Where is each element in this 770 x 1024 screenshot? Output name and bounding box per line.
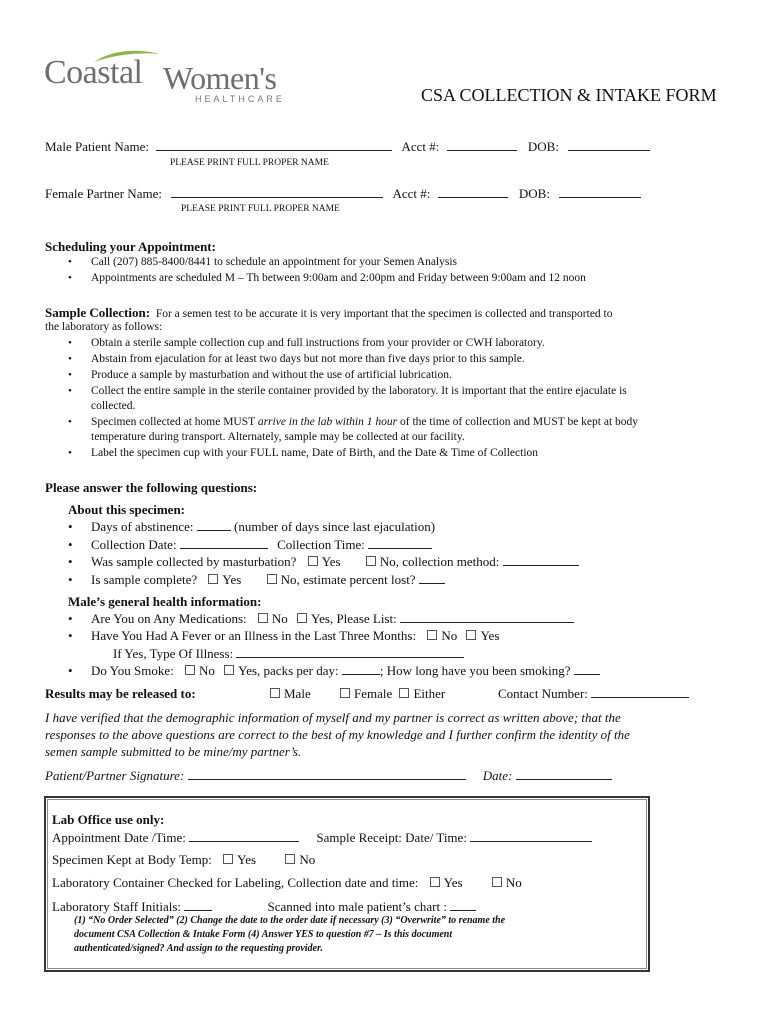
lab-container-row (52, 875, 522, 891)
smoke-yes-label: Yes, packs per day: (238, 663, 342, 678)
meds-no-label: No (271, 611, 288, 626)
lab-container-label: Laboratory Container Checked for Labeling, Collection date and time: (52, 875, 419, 890)
sample-item: Obtain a sterile sample collection cup and full instructions from your provider or CWH laboratory. (91, 337, 545, 349)
male-acct-field[interactable] (447, 139, 517, 151)
contact-label: Contact Number: (498, 686, 592, 701)
abstinence-hint: (number of days since last ejaculation) (230, 519, 436, 534)
masturbation-question: Was sample collected by masturbation? (91, 554, 297, 569)
smoke-question: Do You Smoke: (91, 663, 174, 678)
male-dob-field[interactable] (568, 139, 650, 151)
illness-type-row (113, 646, 464, 662)
scheduling-item: Call (207) 885-8400/8441 to schedule an appointment for your Semen Analysis (91, 256, 458, 268)
signature-field[interactable] (188, 768, 466, 780)
lab-container-no-label: No (505, 875, 522, 890)
lab-container-yes-label: Yes (443, 875, 463, 890)
contact-number-field[interactable] (591, 686, 689, 698)
male-acct-label: Acct #: (401, 139, 440, 154)
abstinence-label: Days of abstinence: (91, 519, 197, 534)
lab-receipt-label: Sample Receipt: Date/ Time: (316, 830, 471, 845)
sample-item: Collect the entire sample in the sterile container provided by the laboratory. It is important that the entire ejaculate is (91, 385, 627, 397)
meds-question: Are You on Any Medications: (91, 611, 247, 626)
smoke-row (91, 663, 600, 679)
collection-row (91, 537, 432, 553)
verification-text: semen sample submitted to be mine/my partner’s. (45, 744, 302, 759)
lab-container-yes-checkbox[interactable] (430, 877, 440, 887)
sample-item-home (91, 416, 638, 428)
female-acct-field[interactable] (438, 186, 508, 198)
masturbation-row (91, 554, 579, 570)
masturbation-yes-checkbox[interactable] (308, 556, 318, 566)
results-either-label: Either (413, 686, 446, 701)
fever-question: Have You Had A Fever or an Illness in the Last Three Months: (91, 628, 417, 643)
logo-healthcare: HEALTHCARE (195, 94, 285, 104)
results-male-label: Male (284, 686, 311, 701)
lab-kept-no-checkbox[interactable] (285, 854, 295, 864)
female-partner-label: Female Partner Name: (45, 186, 162, 201)
lab-receipt-field[interactable] (470, 830, 592, 842)
bullet-icon: • (68, 272, 72, 284)
bullet-icon: • (68, 628, 73, 643)
lab-note: authenticated/signed? And assign to the requesting provider. (74, 943, 323, 954)
bullet-icon: • (68, 369, 72, 381)
complete-no-checkbox[interactable] (267, 574, 277, 584)
logo-coastal: Coastal (44, 54, 143, 91)
bullet-icon: • (68, 554, 73, 569)
signature-label: Patient/Partner Signature: (45, 768, 188, 783)
sample-heading: Sample Collection: (45, 305, 151, 320)
bullet-icon: • (68, 572, 73, 587)
smoke-no-checkbox[interactable] (185, 665, 195, 675)
bullet-icon: • (68, 663, 73, 678)
health-heading: Male’s general health information: (68, 594, 262, 609)
bullet-icon: • (68, 416, 72, 428)
lab-note: (1) “No Order Selected” (2) Change the date to the order date if necessary (3) “Overwrite” to rename the (74, 915, 506, 926)
bullet-icon: • (68, 447, 72, 459)
lab-kept-label: Specimen Kept at Body Temp: (52, 852, 212, 867)
smoke-how-long-label: ; How long have you been smoking? (379, 663, 574, 678)
complete-yes-checkbox[interactable] (208, 574, 218, 584)
illness-type-label: If Yes, Type Of Illness: (113, 646, 237, 661)
bullet-icon: • (68, 519, 73, 534)
sample-item: Abstain from ejaculation for at least two days but not more than five days prior to this sample. (91, 353, 525, 365)
results-options (268, 686, 445, 702)
male-patient-label: Male Patient Name: (45, 139, 149, 154)
collection-date-label: Collection Date: (91, 537, 180, 552)
sample-intro-2: the laboratory as follows: (45, 321, 163, 333)
form-title: CSA COLLECTION & INTAKE FORM (421, 85, 717, 105)
fever-no-checkbox[interactable] (427, 630, 437, 640)
male-name-hint: PLEASE PRINT FULL PROPER NAME (170, 158, 329, 168)
male-patient-name-field[interactable] (156, 139, 392, 151)
packs-per-day-field[interactable] (342, 663, 380, 675)
scheduling-heading: Scheduling your Appointment: (45, 239, 216, 254)
abstinence-field[interactable] (197, 519, 231, 531)
lab-kept-row (52, 852, 315, 868)
signature-date-label: Date: (482, 768, 516, 783)
masturbation-no-label: No, collection method: (379, 554, 503, 569)
meds-yes-checkbox[interactable] (297, 613, 307, 623)
masturbation-no-checkbox[interactable] (366, 556, 376, 566)
female-acct-label: Acct #: (392, 186, 431, 201)
meds-yes-label: Yes, Please List: (311, 611, 400, 626)
lab-initials-field[interactable] (184, 899, 212, 911)
lab-appt-field[interactable] (189, 830, 299, 842)
fever-yes-checkbox[interactable] (466, 630, 476, 640)
lab-kept-yes-label: Yes (237, 852, 257, 867)
percent-lost-field[interactable] (419, 572, 445, 584)
home-text-a: Specimen collected at home MUST (91, 416, 258, 428)
smoke-yes-checkbox[interactable] (224, 665, 234, 675)
sample-intro (45, 305, 613, 321)
bullet-icon: • (68, 611, 73, 626)
questions-heading: Please answer the following questions: (45, 480, 258, 495)
bullet-icon: • (68, 256, 72, 268)
sample-item: Label the specimen cup with your FULL name, Date of Birth, and the Date & Time of Collection (91, 447, 539, 459)
lab-kept-no-label: No (299, 852, 316, 867)
bullet-icon: • (68, 537, 73, 552)
collection-method-field[interactable] (503, 554, 579, 566)
meds-no-checkbox[interactable] (258, 613, 268, 623)
contact-row (498, 686, 689, 702)
complete-yes-label: Yes (222, 572, 242, 587)
female-dob-field[interactable] (559, 186, 641, 198)
fever-no-label: No (441, 628, 458, 643)
collection-date-field[interactable] (180, 537, 268, 549)
fever-yes-label: Yes (480, 628, 500, 643)
bullet-icon: • (68, 353, 72, 365)
bullet-icon: • (68, 337, 72, 349)
lab-initials-label: Laboratory Staff Initials: (52, 899, 185, 914)
complete-question: Is sample complete? (91, 572, 198, 587)
female-name-hint: PLEASE PRINT FULL PROPER NAME (181, 204, 340, 214)
home-text-b: arrive in the lab within 1 hour (257, 416, 398, 428)
home-text-c: of the time of collection and MUST be kept at body (397, 416, 639, 428)
complete-row (91, 572, 445, 588)
abstinence-row (91, 519, 435, 535)
lab-appt-label: Appointment Date /Time: (52, 830, 190, 845)
smoke-how-long-field[interactable] (574, 663, 600, 675)
collection-time-field[interactable] (368, 537, 432, 549)
male-patient-row (45, 139, 650, 155)
female-partner-name-field[interactable] (171, 186, 383, 198)
lab-scanned-label: Scanned into male patient’s chart : (267, 899, 451, 914)
signature-row (45, 768, 612, 784)
fever-row (91, 628, 499, 644)
about-heading: About this specimen: (68, 502, 186, 517)
results-female-label: Female (353, 686, 393, 701)
lab-initials-row (52, 899, 476, 915)
meds-row (91, 611, 574, 627)
collection-time-label: Collection Time: (277, 537, 369, 552)
results-either-checkbox[interactable] (399, 688, 409, 698)
smoke-no-label: No (198, 663, 215, 678)
results-male-checkbox[interactable] (270, 688, 280, 698)
scheduling-item: Appointments are scheduled M – Th between 9:00am and 2:00pm and Friday between 9:00am and 12 noon (91, 272, 586, 284)
complete-no-label: No, estimate percent lost? (280, 572, 419, 587)
sample-item-cont: collected. (91, 400, 136, 412)
lab-kept-yes-checkbox[interactable] (223, 854, 233, 864)
results-female-checkbox[interactable] (340, 688, 350, 698)
bullet-icon: • (68, 385, 72, 397)
lab-heading: Lab Office use only: (52, 812, 165, 827)
sample-item: Produce a sample by masturbation and without the use of artificial lubrication. (91, 369, 452, 381)
results-label: Results may be released to: (45, 686, 196, 701)
sample-item-cont: temperature during transport. Alternately, sample may be collected at our facility. (91, 431, 465, 443)
signature-date-field[interactable] (516, 768, 612, 780)
female-partner-row (45, 186, 641, 202)
sample-intro-text: For a semen test to be accurate it is very important that the specimen is collected and transported to (155, 308, 613, 320)
lab-scanned-field[interactable] (450, 899, 476, 911)
lab-appt-row (52, 830, 592, 846)
logo-womens: Women's (163, 60, 277, 96)
lab-note: document CSA Collection & Intake Form (4) Answer YES to question #7 – Is this document (74, 929, 453, 940)
lab-container-no-checkbox[interactable] (492, 877, 502, 887)
verification-text: I have verified that the demographic information of myself and my partner is correct as written above; that the (45, 710, 621, 725)
masturbation-yes-label: Yes (321, 554, 341, 569)
verification-text: responses to the above questions are correct to the best of my knowledge and I further confirm the identity of the (45, 727, 630, 742)
meds-list-field[interactable] (400, 611, 574, 623)
female-dob-label: DOB: (518, 186, 550, 201)
illness-type-field[interactable] (236, 646, 464, 658)
male-dob-label: DOB: (527, 139, 559, 154)
